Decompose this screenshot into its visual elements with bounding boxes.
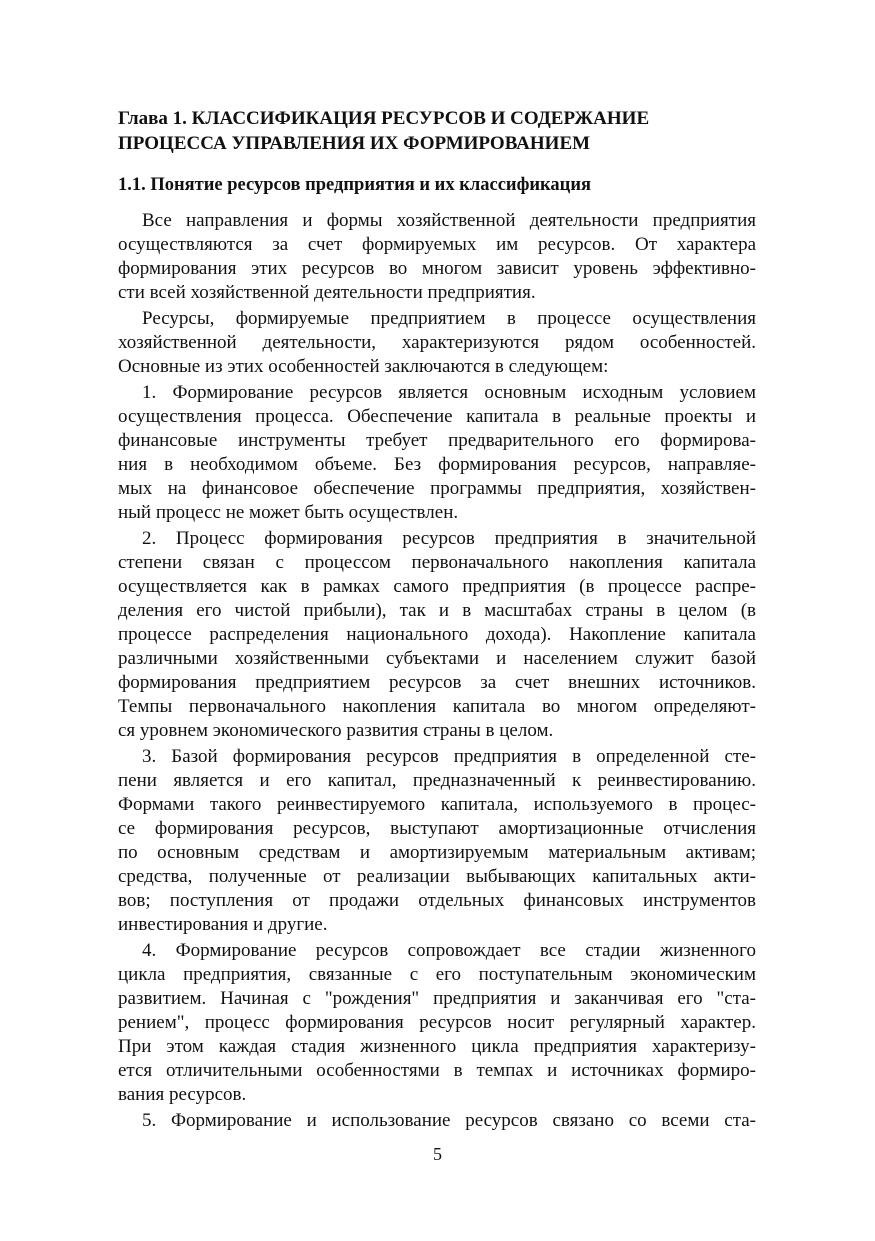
paragraph-line: Формами такого реинвестируемого капитала, используемого в процес- bbox=[118, 794, 756, 815]
paragraph-line: вов; поступления от продажи отдельных финансовых инструментов bbox=[118, 890, 756, 911]
section-title: 1.1. Понятие ресурсов предприятия и их классификация bbox=[118, 175, 591, 195]
paragraph-line: Все направления и формы хозяйственной деятельности предприятия bbox=[142, 210, 756, 231]
paragraph bbox=[118, 527, 756, 743]
paragraph-line: ется отличительными особенностями в темпах и источниках формиро- bbox=[118, 1060, 756, 1081]
paragraph-line: степени связан с процессом первоначального накопления капитала bbox=[118, 552, 756, 573]
page-body bbox=[118, 106, 756, 1135]
paragraph-line: 5. Формирование и использование ресурсов связано со всеми ста- bbox=[142, 1110, 756, 1131]
paragraph-line: вания ресурсов. bbox=[118, 1084, 247, 1105]
paragraph-line: цикла предприятия, связанные с его поступательным экономическим bbox=[118, 964, 756, 985]
paragraph-list bbox=[118, 209, 756, 1133]
page-number: 5 bbox=[433, 1144, 442, 1164]
paragraph-line: финансовые инструменты требует предварительного его формирова- bbox=[118, 430, 756, 451]
chapter-title-line-1: Глава 1. КЛАССИФИКАЦИЯ РЕСУРСОВ И СОДЕРЖАНИЕ bbox=[118, 108, 650, 129]
paragraph-line: хозяйственной деятельности, характеризуются рядом особенностей. bbox=[118, 332, 756, 353]
paragraph-line: ный процесс не может быть осуществлен. bbox=[118, 502, 459, 523]
paragraph-line: пени является и его капитал, предназначенный к реинвестированию. bbox=[118, 770, 756, 791]
paragraph bbox=[118, 745, 756, 937]
chapter-title-line-2: ПРОЦЕССА УПРАВЛЕНИЯ ИХ ФОРМИРОВАНИЕМ bbox=[118, 133, 591, 154]
paragraph-line: осуществления процесса. Обеспечение капитала в реальные проекты и bbox=[118, 406, 756, 427]
paragraph-line: формирования предприятием ресурсов за счет внешних источников. bbox=[118, 672, 756, 693]
paragraph-line: мых на финансовое обеспечение программы предприятия, хозяйствен- bbox=[118, 478, 756, 499]
paragraph bbox=[118, 209, 756, 305]
paragraph bbox=[118, 939, 756, 1107]
paragraph-line: ния в необходимом объеме. Без формирования ресурсов, направляе- bbox=[118, 454, 756, 475]
paragraph-line: деления его чистой прибыли), так и в масштабах страны в целом (в bbox=[118, 600, 756, 621]
paragraph-line: Ресурсы, формируемые предприятием в процессе осуществления bbox=[142, 308, 756, 329]
paragraph-line: 3. Базой формирования ресурсов предприятия в определенной сте- bbox=[142, 746, 756, 767]
paragraph-line: формирования этих ресурсов во многом зависит уровень эффективно- bbox=[118, 258, 756, 279]
paragraph-line: различными хозяйственными субъектами и населением служит базой bbox=[118, 648, 756, 669]
paragraph-line: 1. Формирование ресурсов является основным исходным условием bbox=[142, 382, 756, 403]
paragraph-line: 4. Формирование ресурсов сопровождает все стадии жизненного bbox=[142, 940, 756, 961]
paragraph-line: Темпы первоначального накопления капитала во многом определяют- bbox=[118, 696, 756, 717]
paragraph-line: по основным средствам и амортизируемым материальным активам; bbox=[118, 842, 756, 863]
paragraph-line: осуществляются за счет формируемых им ресурсов. От характера bbox=[118, 234, 756, 255]
paragraph bbox=[118, 1109, 756, 1133]
paragraph bbox=[118, 381, 756, 525]
paragraph-line: развитием. Начиная с "рождения" предприятия и заканчивая его "ста- bbox=[118, 988, 756, 1009]
paragraph-line: инвестирования и другие. bbox=[118, 914, 328, 935]
paragraph-line: 2. Процесс формирования ресурсов предприятия в значительной bbox=[142, 528, 756, 549]
paragraph-line: средства, полученные от реализации выбывающих капитальных акти- bbox=[118, 866, 756, 887]
paragraph-line: Основные из этих особенностей заключаются в следующем: bbox=[118, 356, 609, 377]
paragraph-line: При этом каждая стадия жизненного цикла предприятия характеризу- bbox=[118, 1036, 756, 1057]
paragraph-line: ся уровнем экономического развития страны в целом. bbox=[118, 720, 554, 741]
paragraph-line: осуществляется как в рамках самого предприятия (в процессе распре- bbox=[118, 576, 756, 597]
paragraph-line: се формирования ресурсов, выступают амортизационные отчисления bbox=[118, 818, 756, 839]
paragraph-line: процессе распределения национального дохода). Накопление капитала bbox=[118, 624, 756, 645]
paragraph-line: рением", процесс формирования ресурсов носит регулярный характер. bbox=[118, 1012, 756, 1033]
paragraph-line: сти всей хозяйственной деятельности предприятия. bbox=[118, 282, 536, 303]
paragraph bbox=[118, 307, 756, 379]
chapter-title bbox=[118, 106, 756, 156]
